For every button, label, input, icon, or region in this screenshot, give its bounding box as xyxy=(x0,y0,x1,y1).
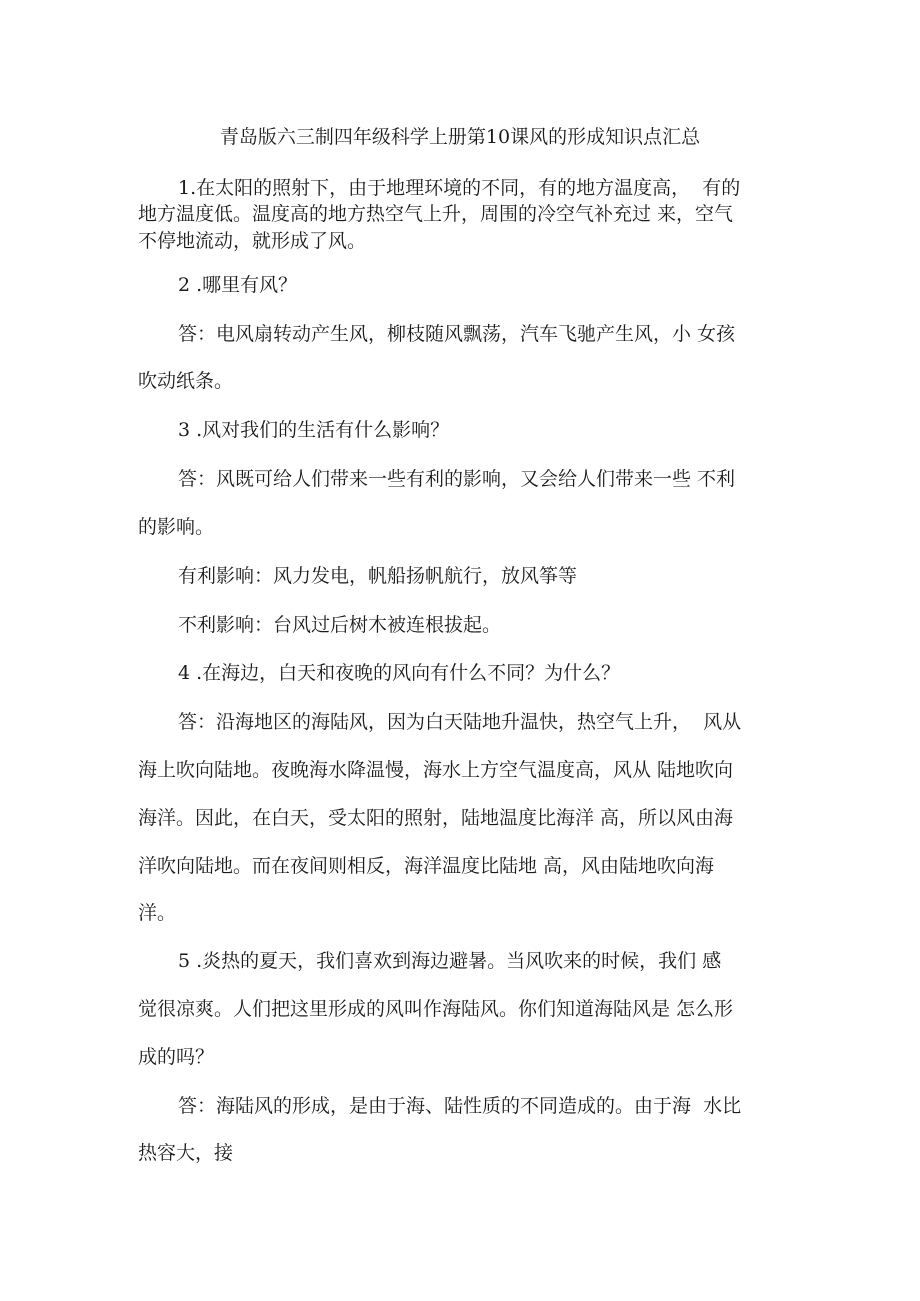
text-line: 觉很凉爽。人们把这里形成的风叫作海陆风。你们知道海陆风是 怎么形 xyxy=(138,998,734,1020)
text-line: 答：风既可给人们带来一些有利的影响，又会给人们带来一些 不利 xyxy=(178,468,736,490)
text-line: 不停地流动，就形成了风。 xyxy=(138,230,367,252)
text-line: 海洋。因此，在白天，受太阳的照射，陆地温度比海洋 高，所以风由海 xyxy=(138,807,734,829)
text-line: 5 .炎热的夏天，我们喜欢到海边避暑。当风吹来的时候，我们 感 xyxy=(178,950,722,972)
text-line: 洋吹向陆地。而在夜间则相反，海洋温度比陆地 高，风由陆地吹向海 xyxy=(138,855,715,877)
text-line: 海上吹向陆地。夜晚海水降温慢，海水上方空气温度高，风从 陆地吹向 xyxy=(138,759,734,781)
text-line: 不利影响：台风过后树木被连根拔起。 xyxy=(178,614,502,636)
text-line: 吹动纸条。 xyxy=(138,370,234,392)
text-line: 热容大，接 xyxy=(138,1142,234,1164)
text-line: 答：海陆风的形成，是由于海、陆性质的不同造成的。由于海 水比 xyxy=(178,1095,742,1117)
text-line: 的影响。 xyxy=(138,516,215,538)
text-line: 2 .哪里有风？ xyxy=(178,274,298,296)
text-line: 1.在太阳的照射下，由于地理环境的不同，有的地方温度高， 有的 xyxy=(178,177,741,199)
text-line: 答：电风扇转动产生风，柳枝随风飘荡，汽车飞驰产生风，小 女孩 xyxy=(178,323,736,345)
text-line: 成的吗？ xyxy=(138,1046,215,1068)
text-line: 答：沿海地区的海陆风，因为白天陆地升温快，热空气上升， 风从 xyxy=(178,711,742,733)
text-line: 有利影响：风力发电，帆船扬帆航行，放风筝等 xyxy=(178,565,578,587)
document-title: 青岛版六三制四年级科学上册第10课风的形成知识点汇总 xyxy=(219,126,701,148)
text-line: 4 .在海边，白天和夜晚的风向有什么不同？为什么？ xyxy=(178,662,621,684)
text-line: 洋。 xyxy=(138,902,177,924)
text-line: 3 .风对我们的生活有什么影响？ xyxy=(178,419,450,441)
text-line: 地方温度低。温度高的地方热空气上升，周围的冷空气补充过 来，空气 xyxy=(138,203,734,225)
